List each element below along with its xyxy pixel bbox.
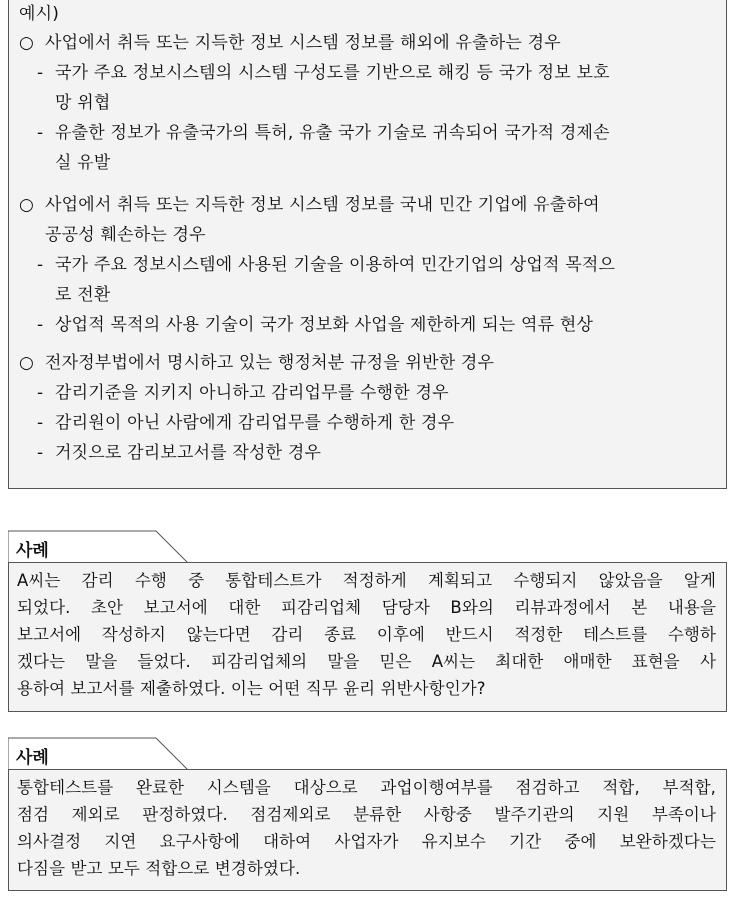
dash-bullet-icon: -: [37, 413, 44, 433]
case-box-1: [8, 530, 727, 712]
case-text-line: 보고서에 작성하지 않는다면 감리 종료 이후에 반드시 적정한 테스트를 수행하: [17, 625, 716, 644]
dash-bullet-icon: -: [37, 383, 44, 403]
case-text-line: 되었다. 초안 보고서에 대한 피감리업체 담당자 B와의 리뷰과정에서 본 내용을: [17, 598, 716, 617]
example-box: [8, 0, 727, 489]
case-body: [8, 562, 727, 712]
circle-bullet-icon: ○: [19, 195, 35, 215]
dash-bullet-icon: -: [37, 255, 44, 275]
case-title: 사례: [16, 541, 49, 561]
case-tab-outline: [8, 737, 727, 770]
example-subitem: - 국가 주요 정보시스템에 사용된 기술을 이용하여 민간기업의 상업적 목적으: [19, 250, 716, 280]
case-text-line: 용하여 보고서를 제출하였다. 이는 어떤 직무 윤리 위반사항인가?: [17, 679, 486, 698]
case-tab: [8, 530, 727, 562]
case-body: [8, 769, 727, 891]
case-text-line: 통합테스트를 완료한 시스템을 대상으로 과업이행여부를 점검하고 적합, 부적합,: [17, 778, 716, 797]
case-box-2: [8, 737, 727, 891]
dash-bullet-icon: -: [37, 123, 44, 143]
example-item-3: ○ 전자정부법에서 명시하고 있는 행정처분 규정을 위반한 경우: [19, 348, 716, 378]
example-subitem: - 유출한 정보가 유출국가의 특허, 유출 국가 기술로 귀속되어 국가적 경제손: [19, 118, 716, 148]
example-subitem: - 상업적 목적의 사용 기술이 국가 정보화 사업을 제한하게 되는 역류 현상: [19, 310, 716, 340]
dash-bullet-icon: -: [37, 443, 44, 463]
example-subitem-continuation: 로 전환: [55, 285, 111, 305]
example-item-continuation: 공공성 훼손하는 경우: [45, 225, 206, 245]
example-item-1: ○ 사업에서 취득 또는 지득한 정보 시스템 정보를 해외에 유출하는 경우: [19, 28, 716, 58]
example-subitem: - 거짓으로 감리보고서를 작성한 경우: [19, 438, 716, 468]
dash-bullet-icon: -: [37, 63, 44, 83]
example-item-2: ○ 사업에서 취득 또는 지득한 정보 시스템 정보를 국내 민간 기업에 유출하여: [19, 190, 716, 220]
case-text-line: 의사결정 지연 요구사항에 대하여 사업자가 유지보수 기간 중에 보완하겠다는: [17, 832, 716, 851]
circle-bullet-icon: ○: [19, 353, 35, 373]
case-text-line: 점검 제외로 판정하였다. 점검제외로 분류한 사항중 발주기관의 지원 부족이나: [17, 805, 716, 824]
example-subitem-continuation: 망 위협: [55, 93, 111, 113]
case-tab-outline: [8, 530, 727, 563]
case-tab: [8, 737, 727, 769]
circle-bullet-icon: ○: [19, 33, 35, 53]
case-text-line: A씨는 감리 수행 중 통합테스트가 적정하게 계획되고 수행되지 않았음을 알게: [17, 571, 716, 590]
example-intro: 예시): [19, 4, 60, 24]
example-subitem: - 국가 주요 정보시스템의 시스템 구성도를 기반으로 해킹 등 국가 정보 보호: [19, 58, 716, 88]
example-subitem: - 감리원이 아닌 사람에게 감리업무를 수행하게 한 경우: [19, 408, 716, 438]
dash-bullet-icon: -: [37, 315, 44, 335]
example-subitem: - 감리기준을 지키지 아니하고 감리업무를 수행한 경우: [19, 378, 716, 408]
case-text-line: 겠다는 말을 들었다. 피감리업체의 말을 믿은 A씨는 최대한 애매한 표현을 사: [17, 652, 716, 671]
case-text-line: 다짐을 받고 모두 적합으로 변경하였다.: [17, 859, 301, 878]
case-title: 사례: [16, 748, 49, 768]
example-subitem-continuation: 실 유발: [55, 153, 111, 173]
